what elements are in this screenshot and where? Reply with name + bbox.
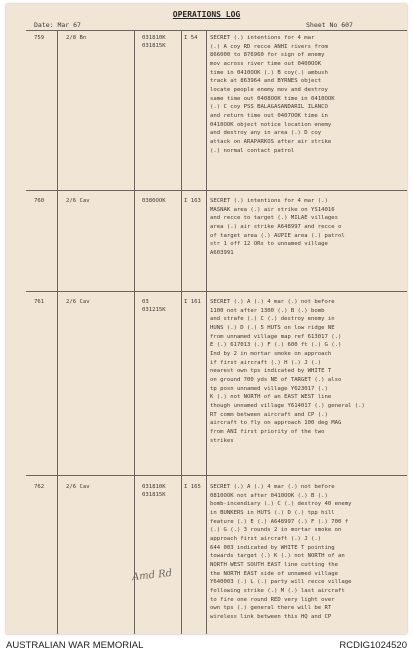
message-line: aircraft to fly on approach 100 deg MAG <box>210 420 342 427</box>
reference: I 165 <box>184 484 201 490</box>
message-line: A603991 <box>210 249 234 256</box>
dtg: 031810K <box>142 35 166 41</box>
message-line: same time out 0408OOK time in 0410OOK <box>210 95 335 102</box>
message-line: and strafe (.) C (.) destroy enemy in <box>210 316 335 323</box>
message-line: on ground 700 yds NE of TARGET (.) also <box>210 376 342 383</box>
message-line: attack on ARAPARKOS after air strike <box>210 138 332 145</box>
message-line: SECRET (.) A (.) 4 mar (.) not before <box>210 299 335 305</box>
message-line: 0810OOK not after 0410OOK (.) B (.) <box>210 492 328 499</box>
message-line: HUNS (.) D (.) 5 HUTS on low ridge NE <box>210 324 335 331</box>
column-divider <box>57 30 58 634</box>
serial-number: 759 <box>34 35 45 41</box>
date-header: Date: Mar 67 <box>34 21 81 29</box>
message-line: from ANI first priority of the two <box>210 428 325 435</box>
message-line: and recce to target (.) MILAE villages <box>210 215 338 222</box>
dtg: 031215K <box>142 307 166 313</box>
message-line: SECRET (.) intentions for 4 mar <box>210 35 315 41</box>
message-line: of target area (.) AUPIE area (.) patrol <box>210 232 345 239</box>
message-line: (.) normal contact patrol <box>210 147 295 154</box>
dtg: 03 <box>142 299 149 305</box>
message-text <box>210 298 405 445</box>
dtg: 0380OOK <box>142 198 166 204</box>
from-unit: 2/6 Cav <box>66 484 90 490</box>
archive-name: AUSTRALIAN WAR MEMORIAL <box>6 640 144 651</box>
message-line: wireless link between this HQ and CP <box>210 613 332 620</box>
message-line: to fire one round RED very light over <box>210 596 335 603</box>
message-line: time in 0410OOK (.) B coy(.) ambush <box>210 69 328 76</box>
dtg: 031810K <box>142 484 166 490</box>
dtg: 031815K <box>142 43 166 49</box>
row-rule <box>26 190 407 191</box>
message-line: nearest own tps indicated by WHITE T <box>210 368 332 375</box>
message-line: SECRET (.) A (.) 4 mar (.) not before <box>210 484 335 490</box>
reference: I 161 <box>184 299 201 305</box>
message-line: area (.) air strike A648997 and recce o <box>210 223 342 230</box>
message-line: E (.) 617013 (.) F (.) 600 ft (.) G (.) <box>210 342 342 349</box>
message-line: own tps (.) general there will be RT <box>210 605 332 612</box>
message-line: (.) C coy PSS BALAGASANDARIL ILANCO <box>210 104 328 111</box>
message-line: locate people enemy mov and destroy <box>210 86 328 93</box>
message-line: K (.) not NORTH of an EAST WEST line <box>210 394 332 401</box>
archive-footer <box>0 638 413 654</box>
message-line: and return time out 0407OOK time in <box>210 112 328 119</box>
row-rule <box>26 291 407 292</box>
archive-id: RCDIG1024520 <box>339 640 407 651</box>
message-line: 644 003 indicated by WHITE T pointing <box>210 544 335 551</box>
column-divider <box>181 30 182 634</box>
column-divider <box>134 30 135 634</box>
handwritten-signature: Amd Rd <box>131 567 173 584</box>
serial-number: 761 <box>34 299 45 305</box>
message-line: 1100 not after 1300 (.) B (.) bomb <box>210 307 325 314</box>
column-divider <box>206 30 207 634</box>
message-line: str 1 off 12 ORs to unnamed village <box>210 241 328 248</box>
message-line: strikes <box>210 437 234 444</box>
message-line: Y640003 (.) L (.) party will recce village <box>210 579 352 586</box>
message-line: SECRET (.) intentions for 4 mar (.) <box>210 198 328 204</box>
message-line: approach first aircraft (.) J (.) <box>210 535 322 542</box>
message-line: if first aircraft (.) H (.) J (.) <box>210 359 322 366</box>
message-line: tp posn unnamed village Y623017 (.) <box>210 385 328 392</box>
message-line: RT comm between aircraft and CP (.) <box>210 411 328 418</box>
message-line: and destroy any in area (.) D coy <box>210 130 322 137</box>
message-line: (.) G (.) 3 rounds 2 in mortar smoke on <box>210 527 342 534</box>
message-text <box>210 34 405 155</box>
message-line: NORTH WEST SOUTH EAST line cutting the <box>210 561 338 568</box>
message-line: 866000 to 876960 for sign of enemy <box>210 52 325 59</box>
operations-log-sheet <box>6 4 407 634</box>
message-line: feature (.) E (.) A648997 (.) F (.) 700 f <box>210 518 349 525</box>
message-line: Ind by 2 in mortar smoke on approach <box>210 350 332 357</box>
header-rule <box>26 30 407 31</box>
serial-number: 762 <box>34 484 45 490</box>
message-line: in BUNKERS in HUTS (.) D (.) tpp hill <box>210 509 335 516</box>
from-unit: 2/8 Bn <box>66 35 87 41</box>
message-text <box>210 197 405 258</box>
message-line: 0410OOK object notice location enemy <box>210 121 332 128</box>
message-line: following strike (.) M (.) last aircraft <box>210 587 345 594</box>
message-line: the NORTH EAST side of unnamed village <box>210 570 338 577</box>
message-line: mov across river time out 0400OOK <box>210 60 322 67</box>
message-line: (.) A coy RD recce ANHI rivers from <box>210 43 328 50</box>
message-line: bomb-incendiary (.) C (.) destroy 40 enemy <box>210 501 352 508</box>
from-unit: 2/6 Cav <box>66 198 90 204</box>
document-title: OPERATIONS LOG <box>172 10 241 19</box>
reference: I 163 <box>184 198 201 204</box>
message-text <box>210 483 405 622</box>
reference: I 54 <box>184 35 198 41</box>
serial-number: 760 <box>34 198 45 204</box>
sheet-number: Sheet No 607 <box>306 21 353 29</box>
from-unit: 2/6 Cav <box>66 299 90 305</box>
row-rule <box>26 475 407 476</box>
message-line: towards target (.) K (.) not NORTH of an <box>210 553 345 560</box>
message-line: though unnamed village Y614017 (.) general (.) <box>210 402 365 409</box>
message-line: MASNAK area (.) air strike on YS14016 <box>210 206 335 213</box>
dtg: 031815K <box>142 492 166 498</box>
message-line: track at 863964 and BYRNES object <box>210 78 322 85</box>
message-line: from unnamed village map ref 613017 (.) <box>210 333 342 340</box>
